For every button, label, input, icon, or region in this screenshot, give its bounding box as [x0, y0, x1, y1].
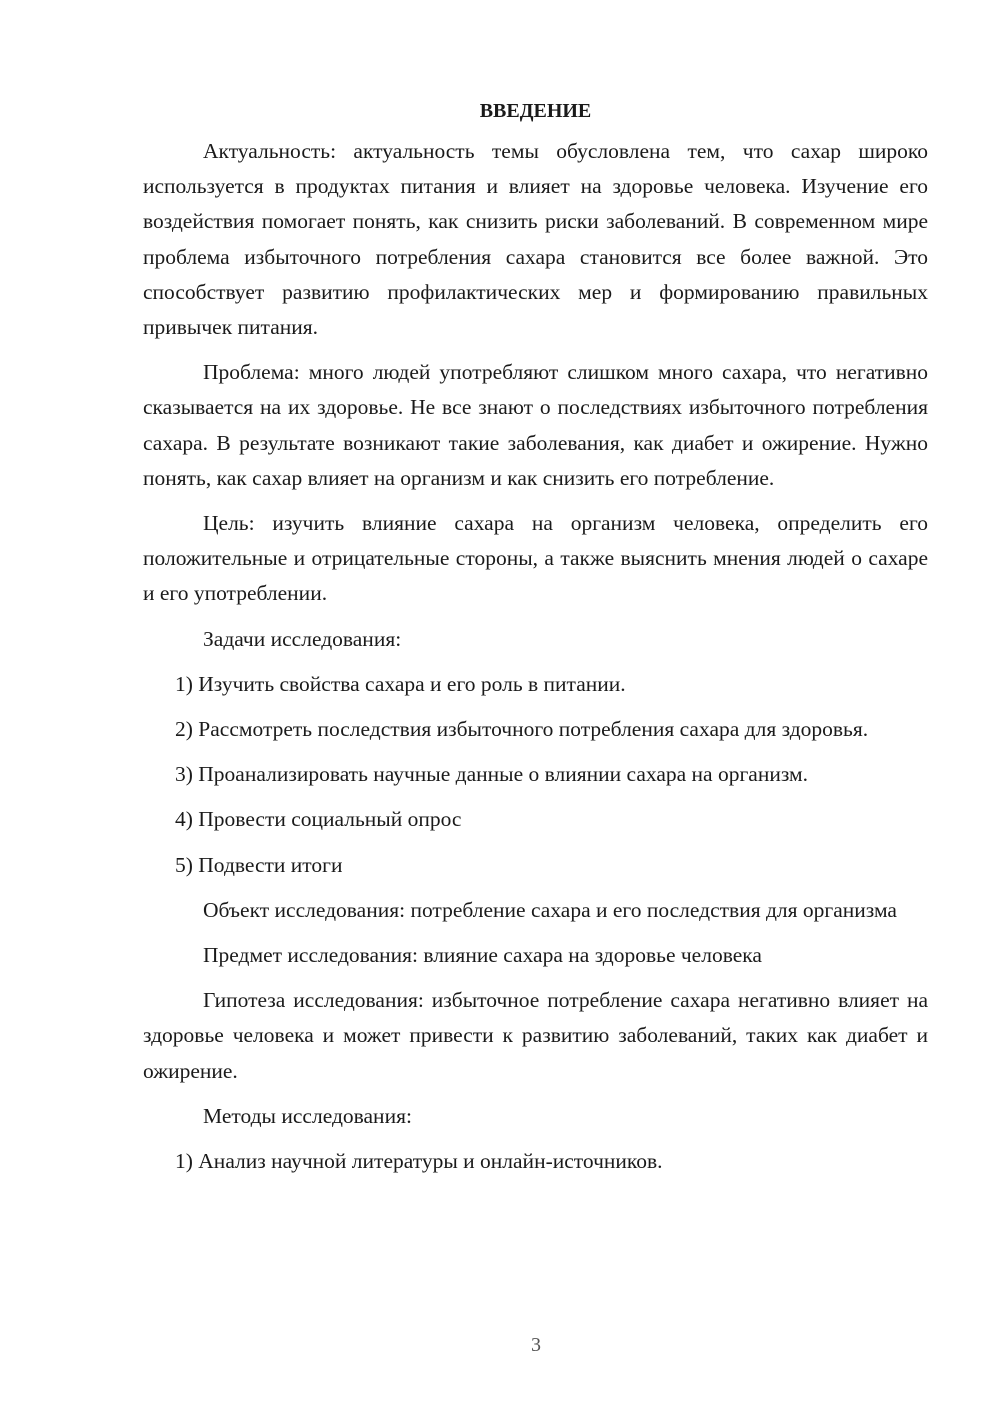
task-item-4: 4) Провести социальный опрос	[175, 807, 462, 832]
task-item-5: 5) Подвести итоги	[175, 852, 343, 877]
hypothesis-paragraph: Гипотеза исследования: избыточное потребление сахара негативно влияет на здоровье человека и может привести к развитию заболеваний, таких как диабет и ожирение.	[143, 988, 928, 1083]
task-item-3: 3) Проанализировать научные данные о влиянии сахара на организм.	[175, 762, 809, 787]
methods-heading: Методы исследования:	[203, 1103, 412, 1128]
task-item-1: 1) Изучить свойства сахара и его роль в питании.	[175, 671, 626, 696]
goal-paragraph: Цель: изучить влияние сахара на организм человека, определить его положительные и отрицательные стороны, а также выяснить мнения людей о сахаре и его употреблении.	[143, 511, 928, 606]
problem-paragraph: Проблема: много людей употребляют слишком много сахара, что негативно сказывается на их здоровье. Не все знают о последствиях избыточного потребления сахара. В результате возникают такие заболевания, как диабет и ожирение. Нужно понять, как сахар влияет на организм и как снизить его потребление.	[143, 360, 928, 490]
page-number: 3	[531, 1334, 541, 1356]
research-object-paragraph: Объект исследования: потребление сахара и его последствия для организма	[203, 897, 897, 922]
research-subject-paragraph: Предмет исследования: влияние сахара на здоровье человека	[203, 943, 762, 968]
page-content	[143, 96, 928, 1189]
relevance-paragraph: Актуальность: актуальность темы обусловлена тем, что сахар широко используется в продуктах питания и влияет на здоровье человека. Изучение его воздействия помогает понять, как снизить риски заболеваний. В современном мире проблема избыточного потребления сахара становится все более важной. Это способствует развитию профилактических мер и формированию правильных привычек питания.	[143, 139, 928, 340]
task-item-2: 2) Рассмотреть последствия избыточного потребления сахара для здоровья.	[175, 717, 869, 742]
tasks-heading: Задачи исследования:	[203, 626, 402, 651]
method-item-1: 1) Анализ научной литературы и онлайн-источников.	[175, 1149, 663, 1174]
section-title: ВВЕДЕНИЕ	[479, 100, 592, 122]
